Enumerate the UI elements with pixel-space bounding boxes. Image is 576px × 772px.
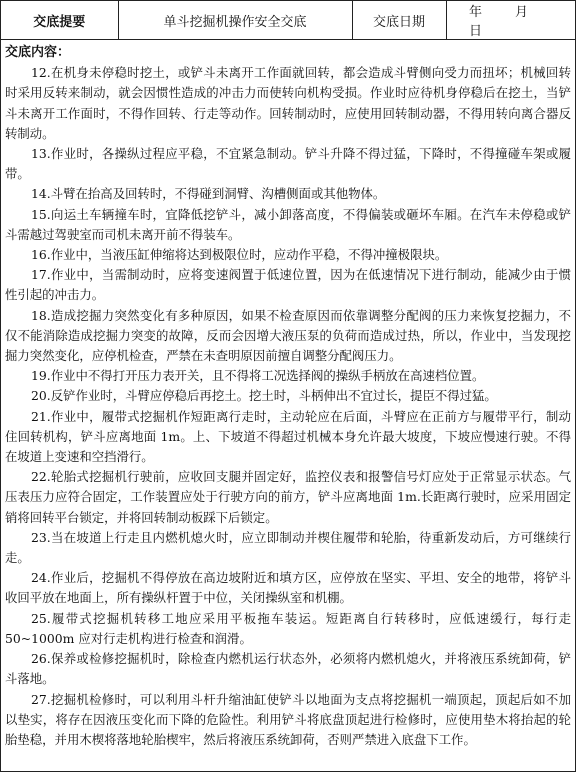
content-paragraph: 13.作业时，各操纵过程应平稳，不宜紧急制动。铲斗升降不得过猛，下降时，不得撞碰车架或履带。: [5, 146, 571, 182]
date-value: [446, 1, 576, 40]
content-paragraph: 20.反铲作业时，斗臂应停稳后再挖土。挖土时，斗柄伸出不宜过长，提臣不得过猛。: [31, 388, 497, 404]
date-day: 日: [468, 24, 482, 39]
content-title: 交底内容：: [5, 45, 71, 60]
content-paragraph: 27.挖掘机检修时，可以利用斗杆升缩油缸使铲斗以地面为支点将挖掘机一端顶起，顶起后如不加以垫实，将存在因液压变化而下降的危险性。利用铲斗将底盘顶起进行检修时，应使用垫木将抬起的轮胎垫稳，并用木楔将落地轮胎楔牢，然后将液压系统卸荷，否则严禁进入底盘下工作。: [5, 691, 571, 747]
date-month: 月: [514, 5, 528, 20]
content-paragraph: 23.当在坡道上行走且内燃机熄火时，应立即制动并楔住履带和轮胎，待重新发动后，方可继续行走。: [5, 529, 571, 566]
content-paragraph: 14.斗臂在抬高及回转时，不得碰到洞臂、沟槽侧面或其他物体。: [31, 186, 386, 202]
date-year: 年: [468, 5, 482, 20]
subject-label: 交底提要: [1, 1, 118, 40]
content-paragraph: 19.作业中不得打开压力表开关，且不得将工况选择阀的操纵手柄放在高速档位置。: [31, 368, 485, 384]
disclosure-content: [1, 40, 575, 750]
content-paragraph: 12.在机身未停稳时挖土，或铲斗未离开工作面就回转，都会造成斗臂侧向受力而扭坏；机械回转时采用反转来制动，就会因惯性造成的冲击力而使转向机构受损。作业时应待机身停稳后在挖土，当铲斗未离开工作面时，不得作回转、行走等动作。回转制动时，应使用回转制动器，不得用转向离合器反转制动。: [5, 65, 571, 141]
header-table: [1, 1, 576, 40]
subject-value: 单斗挖掘机操作安全交底: [118, 1, 352, 40]
content-paragraph: 18.造成挖掘力突然变化有多种原因，如果不检查原因而依靠调整分配阀的压力来恢复挖掘力，不仅不能消除造成挖掘力突变的故障，反而会因增大液压泵的负荷而造成过热，所以，作业中，当发现挖掘力突然变化，应停机检查，严禁在未查明原因前擅自调整分配阀压力。: [5, 307, 571, 364]
content-paragraph: 26.保养或检修挖掘机时，除检查内燃机运行状态外，必须将内燃机熄火，并将液压系统卸荷，铲斗落地。: [5, 651, 571, 687]
content-paragraph: 22.轮胎式挖掘机行驶前，应收回支腿并固定好，监控仪表和报警信号灯应处于正常显示状态。气压表压力应符合固定，工作装置应处于行驶方向的前方，铲斗应离地面 1m.长距离行驶时，应采用固定销将回转平台锁定，并将回转制动板踩下后锁定。: [5, 469, 571, 525]
content-paragraph: 24.作业后，挖掘机不得停放在高边坡附近和填方区，应停放在坚实、平坦、安全的地带，将铲斗收回平放在地面上，所有操纵杆置于中位，关闭操纵室和机棚。: [5, 570, 571, 606]
content-paragraph: 21.作业中，履带式挖掘机作短距离行走时，主动轮应在后面，斗臂应在正前方与履带平行，制动住回转机构，铲斗应离地面 1m。上、下坡道不得超过机械本身允许最大坡度，下坡应慢速行驶。不得在坡道上变速和空挡滑行。: [5, 408, 571, 465]
content-paragraph: 16.作业中，当液压缸伸缩将达到极限位时，应动作平稳，不得冲撞极限块。: [31, 247, 448, 263]
date-label: 交底日期: [352, 1, 446, 40]
content-paragraph: 25.履带式挖掘机转移工地应采用平板拖车装运。短距离自行转移时，应低速缓行，每行走 50~1000m 应对行走机构进行检查和润滑。: [5, 610, 571, 646]
content-paragraph: 17.作业中，当需制动时，应将变速阀置于低速位置，因为在低速情况下进行制动，能减少由于惯性引起的冲击力。: [5, 267, 571, 303]
content-paragraph: 15.向运土车辆撞车时，宜降低挖铲斗，减小卸落高度，不得偏装或砸坏车厢。在汽车未停稳或铲斗需越过驾驶室而司机未离开前不得装车。: [5, 206, 571, 242]
